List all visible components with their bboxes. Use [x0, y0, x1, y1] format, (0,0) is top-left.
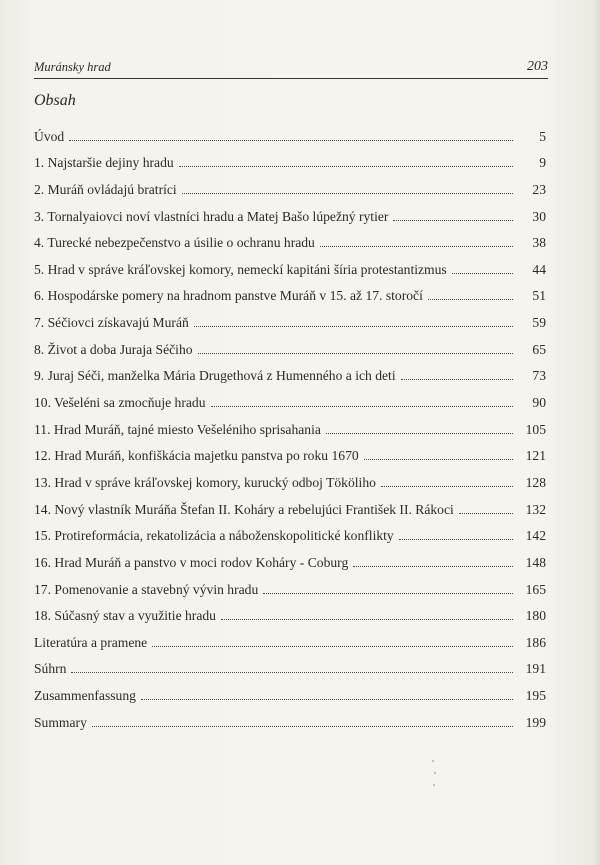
- toc-entry: [34, 598, 548, 625]
- toc-entry: [34, 651, 548, 678]
- dot-leader: [71, 672, 513, 673]
- toc-entry-label: Literatúra a pramene: [34, 634, 148, 650]
- toc-entry-page: 5: [539, 128, 546, 144]
- page-number: 203: [527, 59, 548, 74]
- dot-leader: [401, 379, 513, 380]
- toc-entry-label: 7. Séčiovci získavajú Muráň: [34, 315, 189, 331]
- toc-entry-label: Zusammenfassung: [34, 688, 136, 704]
- toc-entry-page: 191: [525, 661, 546, 677]
- toc-entry-label: Summary: [34, 714, 87, 730]
- dot-leader: [198, 353, 513, 354]
- toc-entry-label: 9. Juraj Séči, manželka Mária Drugethová z Humenného a ich deti: [34, 368, 396, 384]
- toc-entry-label: Úvod: [34, 128, 65, 144]
- dot-leader: [320, 246, 513, 247]
- toc-entry-page: 30: [532, 208, 546, 224]
- toc-entry-page: 121: [525, 448, 546, 464]
- toc-entry-label: 1. Najstaršie dejiny hradu: [34, 155, 174, 171]
- toc-entry: [34, 118, 548, 145]
- paper-speck: [432, 760, 434, 762]
- toc-entry-label: 17. Pomenovanie a stavebný vývin hradu: [34, 581, 259, 597]
- toc-entry-page: 186: [525, 634, 546, 650]
- dot-leader: [393, 220, 513, 221]
- dot-leader: [69, 140, 513, 141]
- toc-entry: [34, 251, 548, 278]
- toc-entry: [34, 571, 548, 598]
- toc-entry-label: 8. Život a doba Juraja Séčiho: [34, 341, 193, 357]
- toc-entry-label: 6. Hospodárske pomery na hradnom panstve Muráň v 15. až 17. storočí: [34, 288, 423, 304]
- page-header: [34, 56, 548, 80]
- toc-entry-page: 165: [525, 581, 546, 597]
- toc-entry: [34, 677, 548, 704]
- toc-entry-page: 59: [532, 315, 546, 331]
- toc-entry-label: 16. Hrad Muráň a panstvo v moci rodov Koháry - Coburg: [34, 554, 349, 570]
- toc-entry: [34, 544, 548, 571]
- dot-leader: [353, 566, 513, 567]
- paper-speck: [434, 772, 436, 774]
- toc-entry: [34, 225, 548, 252]
- toc-entry-label: 14. Nový vlastník Muráňa Štefan II. Koháry a rebelujúci František II. Rákoci: [34, 501, 454, 517]
- table-of-contents: [34, 118, 548, 731]
- toc-entry: [34, 438, 548, 465]
- toc-entry-page: 105: [525, 421, 546, 437]
- toc-entry: [34, 411, 548, 438]
- toc-entry: [34, 331, 548, 358]
- header-rule: [34, 78, 548, 79]
- toc-entry-page: 90: [532, 395, 546, 411]
- toc-entry-label: 15. Protireformácia, rekatolizácia a náboženskopolitické konflikty: [34, 528, 394, 544]
- toc-entry-page: 38: [532, 235, 546, 251]
- toc-entry-label: 13. Hrad v správe kráľovskej komory, kurucký odboj Tököliho: [34, 474, 376, 490]
- toc-entry-page: 180: [525, 608, 546, 624]
- toc-entry: [34, 358, 548, 385]
- dot-leader: [381, 486, 513, 487]
- toc-entry-page: 73: [532, 368, 546, 384]
- dot-leader: [182, 193, 513, 194]
- toc-entry: [34, 518, 548, 545]
- dot-leader: [179, 166, 513, 167]
- toc-entry-label: 18. Súčasný stav a využitie hradu: [34, 608, 216, 624]
- toc-entry-page: 128: [525, 474, 546, 490]
- dot-leader: [399, 539, 513, 540]
- toc-entry-page: 195: [525, 688, 546, 704]
- toc-entry-label: 3. Tornalyaiovci noví vlastníci hradu a Matej Bašo lúpežný rytier: [34, 208, 389, 224]
- toc-entry-page: 9: [539, 155, 546, 171]
- dot-leader: [326, 433, 513, 434]
- toc-entry-label: 11. Hrad Muráň, tajné miesto Vešeléniho sprisahania: [34, 421, 321, 437]
- toc-entry: [34, 704, 548, 731]
- toc-entry-label: 12. Hrad Muráň, konfiškácia majetku panstva po roku 1670: [34, 448, 359, 464]
- toc-title: Obsah: [34, 92, 76, 109]
- dot-leader: [459, 513, 513, 514]
- dot-leader: [428, 299, 513, 300]
- toc-entry-page: 199: [525, 714, 546, 730]
- dot-leader: [194, 326, 513, 327]
- toc-entry-page: 142: [525, 528, 546, 544]
- dot-leader: [452, 273, 513, 274]
- toc-entry: [34, 145, 548, 172]
- toc-entry-page: 65: [532, 341, 546, 357]
- toc-entry: [34, 198, 548, 225]
- toc-entry: [34, 624, 548, 651]
- dot-leader: [221, 619, 513, 620]
- toc-entry: [34, 491, 548, 518]
- toc-entry-label: 4. Turecké nebezpečenstvo a úsilie o ochranu hradu: [34, 235, 315, 251]
- running-title: Muránsky hrad: [34, 60, 111, 74]
- toc-entry-label: 2. Muráň ovládajú bratríci: [34, 181, 177, 197]
- dot-leader: [263, 593, 513, 594]
- dot-leader: [211, 406, 513, 407]
- toc-entry: [34, 464, 548, 491]
- toc-entry: [34, 171, 548, 198]
- paper-speck: [433, 784, 435, 786]
- toc-entry-page: 23: [532, 181, 546, 197]
- page-edge-shadow: [592, 0, 600, 865]
- dot-leader: [152, 646, 513, 647]
- toc-entry-label: Súhrn: [34, 661, 67, 677]
- dot-leader: [141, 699, 513, 700]
- toc-entry-page: 148: [525, 554, 546, 570]
- toc-entry-page: 44: [532, 261, 546, 277]
- toc-entry-page: 132: [525, 501, 546, 517]
- toc-entry-label: 5. Hrad v správe kráľovskej komory, nemeckí kapitáni šíria protestantizmus: [34, 261, 447, 277]
- toc-entry: [34, 384, 548, 411]
- toc-entry-label: 10. Vešeléni sa zmocňuje hradu: [34, 395, 206, 411]
- toc-entry: [34, 278, 548, 305]
- dot-leader: [92, 726, 513, 727]
- toc-entry: [34, 304, 548, 331]
- dot-leader: [364, 459, 513, 460]
- toc-entry-page: 51: [532, 288, 546, 304]
